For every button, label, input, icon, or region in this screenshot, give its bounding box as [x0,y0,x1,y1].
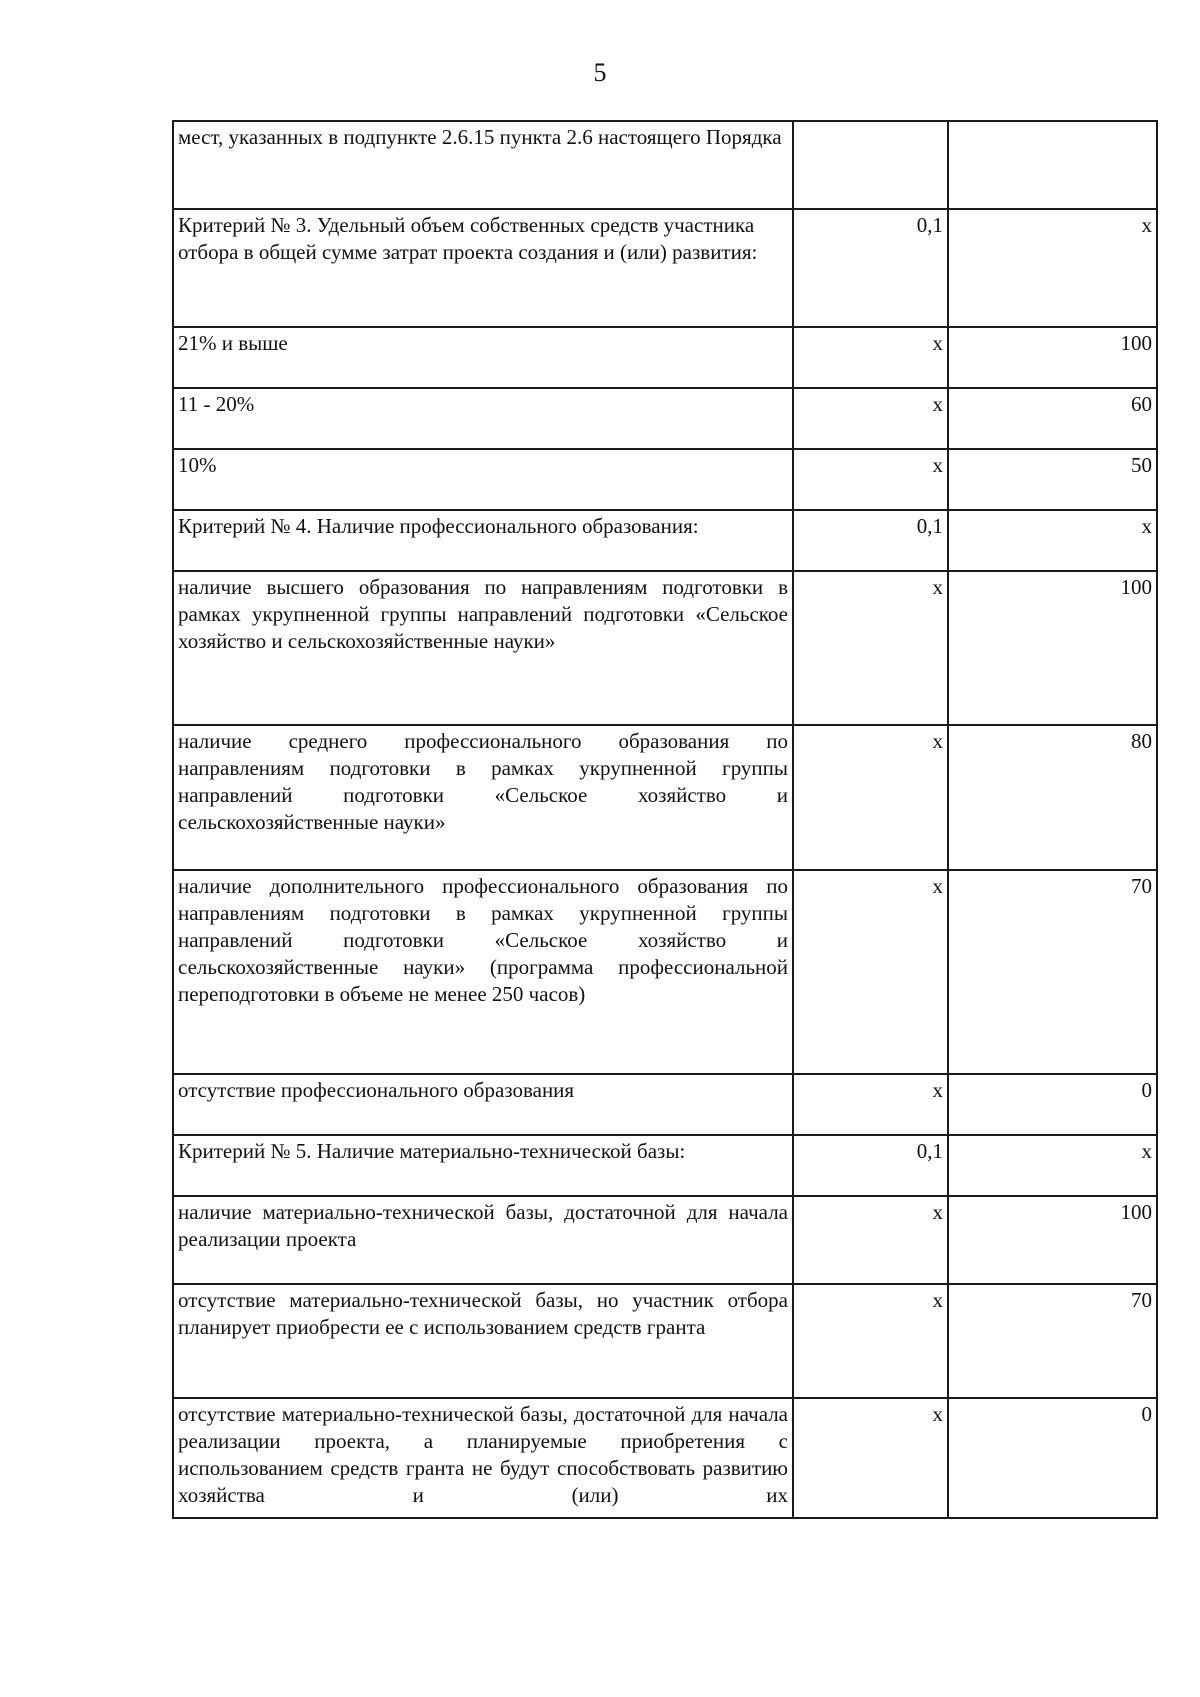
table-row [173,1135,1157,1196]
criterion-score: 50 [948,449,1157,510]
criterion-weight: 0,1 [793,1135,948,1196]
criterion-score: 80 [948,725,1157,870]
criterion-weight: х [793,725,948,870]
table-row [173,510,1157,571]
criterion-description: Критерий № 5. Наличие материально-технической базы: [173,1135,793,1196]
criteria-table [172,120,1158,1519]
table-row [173,388,1157,449]
criterion-description: 10% [173,449,793,510]
criterion-description: наличие среднего профессионального образования по направлениям подготовки в рамках укрупненной группы направлений подготовки «Сельское хозяйство и сельскохозяйственные науки» [173,725,793,870]
criterion-description: наличие материально-технической базы, достаточной для начала реализации проекта [173,1196,793,1284]
criterion-score: 70 [948,870,1157,1074]
criterion-weight: х [793,1398,948,1518]
table-row [173,870,1157,1074]
criterion-description: 11 - 20% [173,388,793,449]
criterion-weight: х [793,1074,948,1135]
criterion-score: 60 [948,388,1157,449]
criterion-description: Критерий № 3. Удельный объем собственных средств участника отбора в общей сумме затрат проекта создания и (или) развития: [173,209,793,327]
criterion-description: Критерий № 4. Наличие профессионального образования: [173,510,793,571]
criterion-weight: х [793,449,948,510]
table-row [173,725,1157,870]
table-row [173,209,1157,327]
criterion-weight: 0,1 [793,209,948,327]
criterion-description: отсутствие профессионального образования [173,1074,793,1135]
criterion-weight: х [793,571,948,725]
criterion-score: 0 [948,1398,1157,1518]
table-row [173,327,1157,388]
criterion-score: 0 [948,1074,1157,1135]
table-row [173,1398,1157,1518]
criterion-score: х [948,510,1157,571]
table-row [173,571,1157,725]
criterion-description: отсутствие материально-технической базы, но участник отбора планирует приобрести ее с использованием средств гранта [173,1284,793,1398]
criterion-weight: х [793,1284,948,1398]
table-row [173,449,1157,510]
criterion-score: 70 [948,1284,1157,1398]
criterion-description: мест, указанных в подпункте 2.6.15 пункта 2.6 настоящего Порядка [173,121,793,209]
criterion-score: 100 [948,327,1157,388]
criterion-score: х [948,209,1157,327]
table-row [173,1074,1157,1135]
criterion-description: наличие дополнительного профессионального образования по направлениям подготовки в рамках укрупненной группы направлений подготовки «Сельское хозяйство и сельскохозяйственные науки» (программа профессиональной переподготовки в объеме не менее 250 часов) [173,870,793,1074]
table-row [173,1196,1157,1284]
criterion-score: х [948,1135,1157,1196]
criterion-score: 100 [948,571,1157,725]
page-number: 5 [593,58,607,87]
criterion-description: наличие высшего образования по направлениям подготовки в рамках укрупненной группы направлений подготовки «Сельское хозяйство и сельскохозяйственные науки» [173,571,793,725]
criterion-weight: х [793,327,948,388]
criterion-score: 100 [948,1196,1157,1284]
criterion-score [948,121,1157,209]
criterion-weight: 0,1 [793,510,948,571]
criterion-description: отсутствие материально-технической базы, достаточной для начала реализации проекта, а планируемые приобретения с использованием средств гранта не будут способствовать развитию хозяйства и (или) их [173,1398,793,1518]
table-row [173,121,1157,209]
table-row [173,1284,1157,1398]
criterion-weight: х [793,870,948,1074]
criteria-table-body [173,121,1157,1518]
criterion-weight [793,121,948,209]
criterion-weight: х [793,1196,948,1284]
criterion-weight: х [793,388,948,449]
criterion-description: 21% и выше [173,327,793,388]
